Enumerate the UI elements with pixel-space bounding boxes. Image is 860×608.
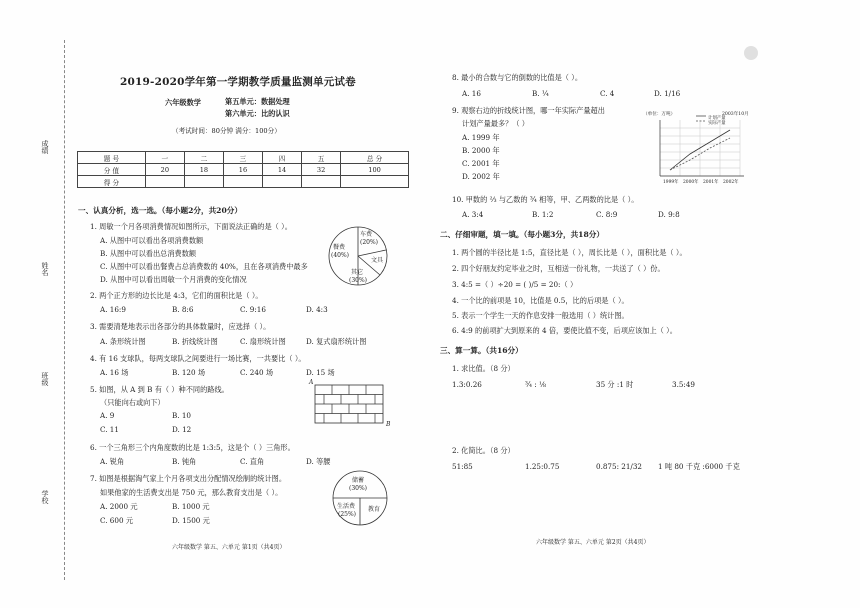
pie1-label-stationery: 文具 — [371, 257, 384, 264]
fill-q6: 6. 4:9 的前项扩大到原来的 4 倍，要使比值不变，后项应该加上（ ）。 — [452, 326, 677, 335]
q7-option-c: C. 600 元 — [100, 516, 134, 525]
right-page-footer: 六年级数学 第五、六单元 第2页（共4页） — [536, 539, 650, 546]
q9-text: 9. 观察右边的折线统计图，哪一年实际产量超出 — [452, 106, 605, 115]
q5-option-b: B. 10 — [172, 411, 191, 420]
fill-q2: 2. 四个好朋友约定毕业之时，互相送一份礼物，一共送了（ ）份。 — [452, 264, 665, 273]
chart-xtick-2001: 2001年 — [703, 180, 719, 185]
score-input-cell[interactable] — [223, 176, 262, 188]
table-row — [78, 176, 409, 188]
side-label-score: 成绩 — [41, 140, 49, 154]
table-cell: 四 — [262, 152, 301, 164]
calc-q1: 1. 求比值。（8 分） — [452, 364, 515, 373]
q3-text: 3. 需要清楚地表示出各部分的具体数量时，应选择（ ）。 — [90, 322, 271, 331]
q3-option-c: C. 扇形统计图 — [240, 337, 286, 346]
q4-option-c: C. 240 场 — [240, 368, 274, 377]
pie1-label-meal: 餐费 — [333, 244, 346, 251]
exam-title: 2019-2020学年第一学期教学质量监测单元试卷 — [120, 76, 356, 88]
q6-option-a: A. 锐角 — [100, 457, 125, 466]
chart-date-label: 2003年10月 — [722, 112, 749, 117]
pie1-label-fare-pct: (20%) — [360, 239, 379, 246]
grid-label-a: A — [309, 379, 314, 386]
q8-text: 8. 最小的合数与它的倒数的比值是（ ）。 — [452, 73, 583, 82]
q4-option-a: A. 16 场 — [100, 368, 129, 377]
fill-q5: 5. 表示一个学生一天的作息安排一般选用（ ）统计图。 — [452, 311, 629, 320]
exam-meta: （考试时间：80分钟 满分：100分） — [172, 127, 281, 135]
table-cell: 一 — [145, 152, 184, 164]
calc-q2: 2. 化简比。（8 分） — [452, 446, 515, 455]
q7-option-d: D. 1500 元 — [172, 516, 210, 525]
q5-note: （只能向右或向下） — [100, 398, 165, 407]
calc-q1-item-3: 35 分 :1 时 — [596, 380, 634, 389]
section3-heading: 三、算一算。（共16分） — [440, 346, 523, 355]
score-input-cell[interactable] — [262, 176, 301, 188]
q2-option-d: D. 4:3 — [306, 305, 328, 314]
calc-q2-item-4: 1 吨 80 千克 :6000 千克 — [658, 462, 740, 471]
binding-line — [64, 40, 65, 580]
q5-option-d: D. 12 — [172, 425, 192, 434]
side-label-name: 姓名 — [41, 262, 49, 276]
q2-option-b: B. 8:6 — [172, 305, 194, 314]
pie2-label-saving-pct: (30%) — [349, 485, 368, 492]
score-input-cell[interactable] — [184, 176, 223, 188]
chart-legend-actual: 实际产量 — [708, 121, 726, 126]
grid-label-b: B — [386, 421, 391, 428]
pie2-label-living-pct: (25%) — [338, 511, 357, 518]
q1-option-a: A. 从图中可以看出各项消费数额 — [100, 236, 204, 245]
q2-option-c: C. 9:16 — [240, 305, 266, 314]
pie2-label-education: 教育 — [368, 506, 381, 513]
table-cell: 20 — [145, 164, 184, 176]
score-input-cell[interactable] — [145, 176, 184, 188]
table-row — [78, 152, 409, 164]
table-cell: 14 — [262, 164, 301, 176]
side-label-class: 班级 — [41, 372, 49, 386]
table-cell: 100 — [341, 164, 409, 176]
score-table — [77, 151, 409, 188]
q7-text: 7. 如图是根据淘气家上个月各项支出分配情况绘制的统计图。 — [90, 474, 287, 483]
grade-label: 六年级数学 — [165, 98, 201, 107]
q8-option-b: B. ¼ — [532, 89, 549, 98]
q10-option-a: A. 3:4 — [462, 210, 484, 219]
fill-q4: 4. 一个比的前项是 10，比值是 0.5，比的后项是（ ）。 — [452, 296, 629, 305]
unit5-label: 第五单元：数据处理 — [225, 97, 290, 106]
scan-smudge — [744, 46, 758, 60]
table-cell: 32 — [302, 164, 341, 176]
q8-option-a: A. 16 — [462, 89, 481, 98]
q4-option-d: D. 15 场 — [306, 368, 335, 377]
q5-option-a: A. 9 — [100, 411, 115, 420]
q1-option-b: B. 从图中可以看出总消费数额 — [100, 249, 197, 258]
q9-option-c: C. 2001 年 — [462, 159, 500, 168]
q5-text: 5. 如图，从 A 到 B 有（ ）种不同的路线。 — [90, 385, 229, 394]
route-grid-diagram — [314, 384, 386, 426]
pie1-label-other: 其它 — [351, 269, 364, 276]
left-page-footer: 六年级数学 第五、六单元 第1页（共4页） — [172, 544, 286, 551]
q9-option-d: D. 2002 年 — [462, 172, 500, 181]
q7-option-b: B. 1000 元 — [172, 502, 210, 511]
calc-q2-item-1: 51:85 — [452, 462, 473, 471]
table-cell: 题 号 — [78, 152, 146, 164]
q10-option-d: D. 9:8 — [658, 210, 680, 219]
pie1-label-other-pct: (30%) — [349, 277, 368, 284]
q8-option-d: D. 1/16 — [654, 89, 681, 98]
production-line-chart — [640, 108, 750, 188]
table-cell: 二 — [184, 152, 223, 164]
score-input-cell[interactable] — [302, 176, 341, 188]
calc-q1-item-1: 1.3:0.26 — [452, 380, 482, 389]
chart-legend-plan: 计划产量 — [708, 116, 726, 121]
q2-option-a: A. 16:9 — [100, 305, 126, 314]
q3-option-a: A. 条形统计图 — [100, 337, 146, 346]
table-cell: 分 值 — [78, 164, 146, 176]
q1-option-d: D. 从图中可以看出周敏一个月消费的变化情况 — [100, 275, 247, 284]
pie1-label-fare: 车费 — [360, 231, 373, 238]
q6-option-b: B. 钝角 — [172, 457, 197, 466]
q10-option-c: C. 8:9 — [596, 210, 618, 219]
table-row — [78, 164, 409, 176]
calc-q1-item-4: 3.5:49 — [672, 380, 695, 389]
pie2-label-saving: 储蓄 — [352, 477, 365, 484]
fill-q3: 3. 4:5 =（ ）÷20 = ( )/5 = 20:（ ） — [452, 280, 578, 289]
chart-xtick-2002: 2002年 — [723, 180, 739, 185]
table-cell: 五 — [302, 152, 341, 164]
q1-text: 1. 周敏一个月各项消费情况如图所示，下面说法正确的是（ ）。 — [90, 222, 292, 231]
chart-xtick-1999: 1999年 — [663, 180, 679, 185]
fill-q1: 1. 两个圆的半径比是 1:5，直径比是（ ），周长比是（ ），面积比是（ ）。 — [452, 248, 687, 257]
q7-text-2: 如果他家的生活费支出是 750 元，那么教育支出是（ ）。 — [100, 488, 283, 497]
table-cell: 16 — [223, 164, 262, 176]
q6-option-c: C. 直角 — [240, 457, 265, 466]
q10-text: 10. 甲数的 ⅔ 与乙数的 ¾ 相等，甲、乙两数的比是（ ）。 — [452, 195, 639, 204]
pie2-label-living: 生活费 — [337, 503, 356, 510]
calc-q2-item-2: 1.25:0.75 — [525, 462, 560, 471]
table-cell: 总 分 — [341, 152, 409, 164]
q9-option-a: A. 1999 年 — [462, 133, 500, 142]
q6-option-d: D. 等腰 — [306, 457, 331, 466]
section1-heading: 一、认真分析，选一选。（每小题2分，共20分） — [78, 206, 242, 215]
calc-q2-item-3: 0.875: 21/32 — [596, 462, 642, 471]
chart-xtick-2000: 2000年 — [683, 180, 699, 185]
q3-option-b: B. 折线统计图 — [172, 337, 218, 346]
q9-text-2: 计划产量最多？（ ） — [462, 119, 529, 128]
q5-option-c: C. 11 — [100, 425, 119, 434]
q7-option-a: A. 2000 元 — [100, 502, 138, 511]
section2-heading: 二、仔细审题，填一填。（每小题3分，共18分） — [440, 230, 604, 239]
q6-text: 6. 一个三角形三个内角度数的比是 1:3:5，这是个（ ）三角形。 — [90, 443, 295, 452]
side-label-school: 学校 — [41, 490, 49, 504]
q8-option-c: C. 4 — [600, 89, 615, 98]
unit6-label: 第六单元：比的认识 — [225, 109, 290, 118]
score-input-cell[interactable] — [341, 176, 409, 188]
q3-option-d: D. 复式扇形统计图 — [306, 337, 367, 346]
q4-option-b: B. 120 场 — [172, 368, 206, 377]
table-cell: 18 — [184, 164, 223, 176]
q9-option-b: B. 2000 年 — [462, 146, 500, 155]
q4-text: 4. 有 16 支球队，每两支球队之间要进行一场比赛，一共要比（ ）。 — [90, 354, 306, 363]
chart-unit-label: （单位：万吨） — [643, 112, 676, 117]
table-cell: 得 分 — [78, 176, 146, 188]
calc-q1-item-2: ¾ : ⅛ — [525, 380, 546, 389]
table-cell: 三 — [223, 152, 262, 164]
q10-option-b: B. 1:2 — [532, 210, 554, 219]
q2-text: 2. 两个正方形的边长比是 4:3，它们的面积比是（ ）。 — [90, 291, 263, 300]
q1-option-c: C. 从图中可以看出餐费占总消费数的 40%，且在各项消费中最多 — [100, 262, 308, 271]
pie1-label-meal-pct: (40%) — [331, 252, 350, 259]
